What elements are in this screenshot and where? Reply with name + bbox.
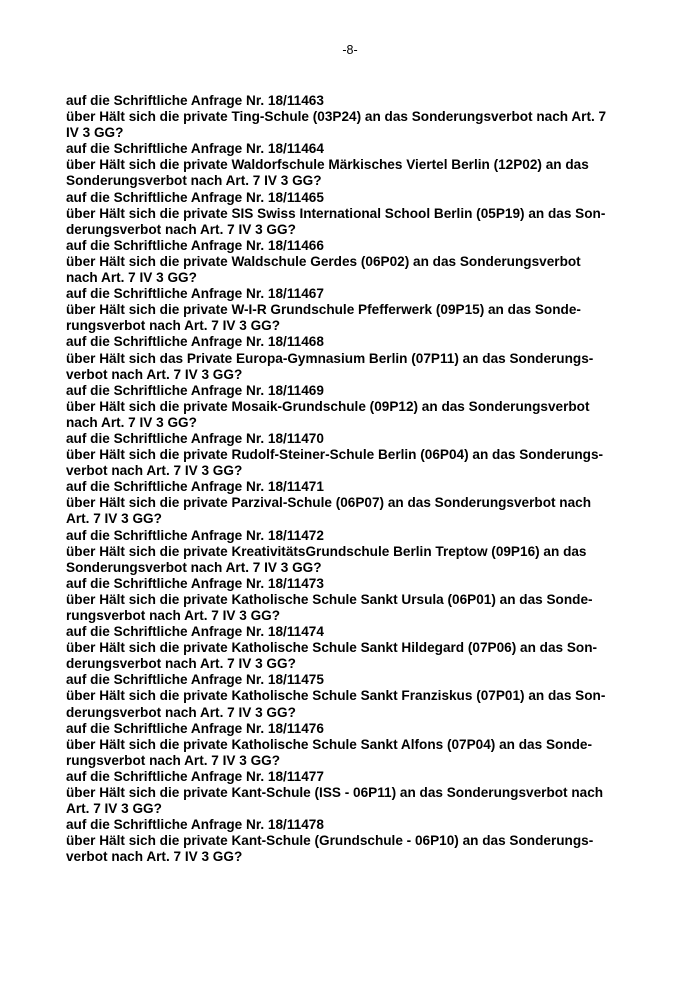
text-line: über Hält sich die private KreativitätsGrundschule Berlin Treptow (09P16) an das	[66, 543, 587, 559]
text-line: rungsverbot nach Art. 7 IV 3 GG?	[66, 608, 281, 623]
text-line: über Hält sich die private Kant-Schule (ISS - 06P11) an das Sonderungsverbot nach	[66, 785, 604, 801]
text-line: nach Art. 7 IV 3 GG?	[66, 414, 197, 430]
text-line: auf die Schriftliche Anfrage Nr. 18/11470	[66, 430, 324, 446]
text-line: über Hält sich die private Katholische Schule Sankt Alfons (07P04) an das Sonde-	[66, 736, 593, 752]
text-line: über Hält sich die private Rudolf-Steiner-Schule Berlin (06P04) an das Sonderungs-	[66, 447, 604, 463]
text-line: derungsverbot nach Art. 7 IV 3 GG?	[66, 656, 296, 672]
text-line: auf die Schriftliche Anfrage Nr. 18/11474	[66, 624, 324, 640]
text-line: über Hält sich die private Katholische Schule Sankt Hildegard (07P06) an das Son-	[66, 640, 598, 656]
text-line: Art. 7 IV 3 GG?	[66, 801, 162, 817]
text-line: über Hält sich das Private Europa-Gymnasium Berlin (07P11) an das Sonderungs-	[66, 350, 594, 366]
text-line: Art. 7 IV 3 GG?	[66, 511, 162, 527]
text-line: über Hält sich die private W-I-R Grundschule Pfefferwerk (09P15) an das Sonde-	[66, 302, 581, 318]
text-line: über Hält sich die private Kant-Schule (Grundschule - 06P10) an das Sonderungs-	[66, 833, 594, 849]
text-line: über Hält sich die private Waldschule Gerdes (06P02) an das Sonderungsverbot	[66, 253, 581, 269]
text-line: auf die Schriftliche Anfrage Nr. 18/11463	[66, 93, 324, 108]
text-line: auf die Schriftliche Anfrage Nr. 18/11466	[66, 237, 324, 253]
text-line: auf die Schriftliche Anfrage Nr. 18/11464	[66, 141, 324, 157]
text-line: rungsverbot nach Art. 7 IV 3 GG?	[66, 752, 281, 768]
text-line: auf die Schriftliche Anfrage Nr. 18/11465	[66, 189, 324, 205]
text-line: auf die Schriftliche Anfrage Nr. 18/11469	[66, 382, 324, 398]
text-line: verbot nach Art. 7 IV 3 GG?	[66, 849, 243, 865]
text-line: derungsverbot nach Art. 7 IV 3 GG?	[66, 704, 296, 720]
text-line: auf die Schriftliche Anfrage Nr. 18/11471	[66, 479, 324, 495]
document-body	[66, 93, 666, 866]
text-line: verbot nach Art. 7 IV 3 GG?	[66, 463, 243, 479]
text-line: auf die Schriftliche Anfrage Nr. 18/11476	[66, 720, 324, 736]
text-line: auf die Schriftliche Anfrage Nr. 18/11468	[66, 334, 324, 350]
text-line: auf die Schriftliche Anfrage Nr. 18/11473	[66, 575, 324, 591]
text-line: über Hält sich die private Ting-Schule (03P24) an das Sonderungsverbot nach Art. 7	[66, 109, 607, 125]
text-line: über Hält sich die private Waldorfschule Märkisches Viertel Berlin (12P02) an das	[66, 157, 589, 173]
text-line: über Hält sich die private SIS Swiss International School Berlin (05P19) an das Son-	[66, 205, 606, 221]
text-line: auf die Schriftliche Anfrage Nr. 18/11472	[66, 527, 324, 543]
text-line: auf die Schriftliche Anfrage Nr. 18/11467	[66, 286, 324, 302]
text-line: auf die Schriftliche Anfrage Nr. 18/11477	[66, 768, 324, 784]
text-line: über Hält sich die private Mosaik-Grundschule (09P12) an das Sonderungsverbot	[66, 398, 590, 414]
text-line: verbot nach Art. 7 IV 3 GG?	[66, 366, 243, 382]
page-number: -8-	[342, 43, 358, 57]
text-line: auf die Schriftliche Anfrage Nr. 18/11475	[66, 672, 324, 688]
text-line: Sonderungsverbot nach Art. 7 IV 3 GG?	[66, 173, 322, 189]
text-line: über Hält sich die private Katholische Schule Sankt Ursula (06P01) an das Sonde-	[66, 591, 593, 607]
text-line: Sonderungsverbot nach Art. 7 IV 3 GG?	[66, 559, 322, 575]
text-line: über Hält sich die private Parzival-Schule (06P07) an das Sonderungsverbot nach	[66, 495, 592, 511]
text-line: IV 3 GG?	[66, 125, 124, 141]
text-line: auf die Schriftliche Anfrage Nr. 18/11478	[66, 817, 324, 833]
text-line: über Hält sich die private Katholische Schule Sankt Franziskus (07P01) an das Son-	[66, 688, 606, 704]
text-line: derungsverbot nach Art. 7 IV 3 GG?	[66, 221, 296, 237]
text-line: rungsverbot nach Art. 7 IV 3 GG?	[66, 318, 281, 334]
text-line: nach Art. 7 IV 3 GG?	[66, 270, 197, 286]
